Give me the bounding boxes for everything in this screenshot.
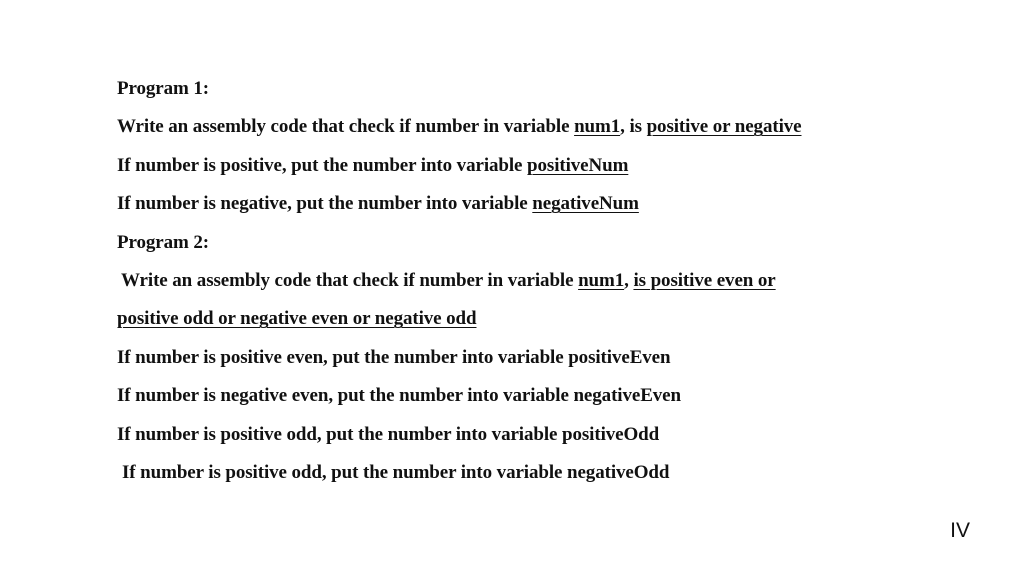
- program1-negative-text: If number is negative, put the number into variable: [117, 193, 533, 215]
- program2-task-sep: ,: [624, 269, 634, 291]
- program2-heading: Program 2:: [117, 231, 210, 253]
- program2-task-condition-line: [117, 300, 917, 338]
- program1-negative-line: [117, 185, 917, 223]
- program1-heading: Program 1:: [117, 78, 210, 99]
- program1-variable-negativenum: negativeNum: [532, 193, 639, 215]
- program2-positive-even-line: If number is positive even, put the number into variable positiveEven: [117, 346, 671, 368]
- program2-variable-num1: num1: [578, 269, 625, 291]
- program1-task-line: [117, 108, 917, 146]
- program2-task-line: [117, 262, 917, 300]
- program1-task-sep: , is: [620, 116, 647, 138]
- program2-task-condition-part1: is positive even or: [633, 269, 776, 291]
- page-number: IV: [950, 519, 970, 542]
- slide-content: [117, 70, 917, 492]
- program2-task-condition-part2: positive odd or negative even or negative odd: [117, 308, 477, 330]
- program1-task-text: Write an assembly code that check if number in variable: [117, 116, 575, 138]
- program1-task-condition: positive or negative: [646, 116, 802, 138]
- program1-positive-line: [117, 147, 917, 185]
- program1-variable-num1: num1: [574, 116, 621, 138]
- program2-negative-odd-line: If number is positive odd, put the number into variable negativeOdd: [122, 461, 670, 483]
- program2-task-text: Write an assembly code that check if number in variable: [121, 269, 579, 291]
- program1-variable-positivenum: positiveNum: [527, 154, 629, 176]
- program1-positive-text: If number is positive, put the number into variable: [117, 154, 528, 176]
- program2-negative-even-line: If number is negative even, put the number into variable negativeEven: [117, 385, 681, 407]
- program2-positive-odd-line: If number is positive odd, put the number into variable positiveOdd: [117, 423, 660, 445]
